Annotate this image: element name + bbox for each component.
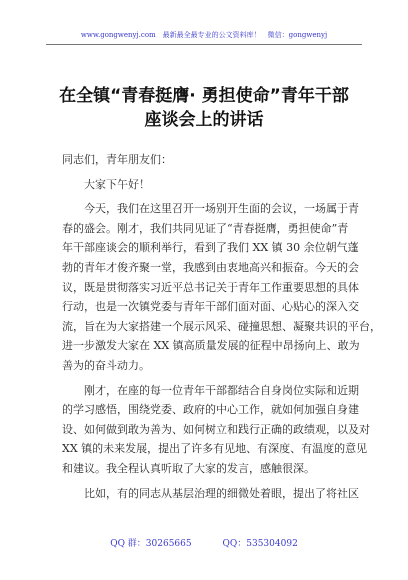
salutation: 同志们，青年朋友们： bbox=[62, 153, 172, 166]
page-footer bbox=[46, 536, 362, 549]
body-line: 春的盛会。刚才，我们共同见证了“青春挺膺，勇担使命”青 bbox=[62, 221, 349, 235]
greeting: 大家下午好！ bbox=[62, 177, 150, 191]
footer-qq-number: QQ：535304092 bbox=[222, 539, 298, 549]
body-line: 的学习感悟，围绕党委、政府的中心工作，就如何加强自身建 bbox=[62, 403, 359, 417]
title-line-2: 座谈会上的讲话 bbox=[144, 110, 264, 130]
page-header: www.gongwenyj.com 最新最全最专业的公文资料库！ 微信：gongwenyj bbox=[80, 31, 328, 39]
document-title bbox=[40, 84, 368, 132]
body-line: 年干部座谈会的顺利举行，看到了我们 XX 镇 30 余位朝气蓬 bbox=[62, 241, 359, 255]
body-line: 进一步激发大家在 XX 镇高质量发展的征程中昂扬向上、敢为 bbox=[62, 339, 360, 353]
speech-body bbox=[62, 150, 381, 503]
header-divider bbox=[46, 44, 362, 45]
body-line: 流，旨在为大家搭建一个展示风采、碰撞思想、凝聚共识的平台， bbox=[62, 319, 381, 333]
body-line: 行动，也是一次镇党委与青年干部们面对面、心贴心的深入交 bbox=[62, 300, 359, 314]
body-line: 设、如何做到敢为善为、如何树立和践行正确的政绩观，以及对 bbox=[62, 422, 370, 436]
body-line: 今天，我们在这里召开一场别开生面的会议，一场属于青 bbox=[62, 202, 359, 216]
body-line: 刚才，在座的每一位青年干部都结合自身岗位实际和近期 bbox=[62, 383, 359, 397]
body-line: 勃的青年才俊齐聚一堂，我感到由衷地高兴和振奋。今天的会 bbox=[62, 260, 359, 274]
footer-qq-group: QQ 群：30265665 bbox=[110, 539, 192, 549]
body-line: 和建议。我全程认真听取了大家的发言，感触很深。 bbox=[62, 461, 315, 475]
title-line-1: 在全镇“青春挺膺· 勇担使命”青年干部 bbox=[59, 86, 349, 106]
body-line: 议，既是贯彻落实习近平总书记关于青年工作重要思想的具体 bbox=[62, 280, 359, 294]
body-line: 善为的奋斗动力。 bbox=[62, 358, 150, 372]
body-line: XX 镇的未来发展，提出了许多有见地、有深度、有温度的意见 bbox=[62, 442, 368, 456]
body-line: 比如，有的同志从基层治理的细微处着眼，提出了将社区 bbox=[62, 486, 359, 500]
